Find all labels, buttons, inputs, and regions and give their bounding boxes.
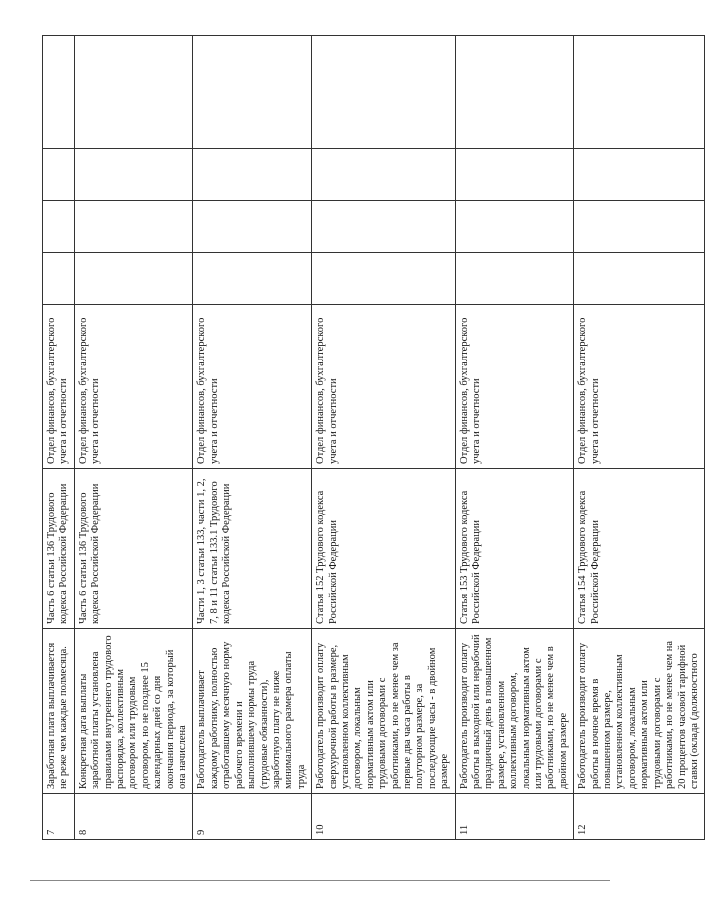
mark-cell-1 xyxy=(74,253,193,305)
row-number-cell: 12 xyxy=(574,794,705,840)
mark-cell-1 xyxy=(43,253,75,305)
mark-cell-2 xyxy=(574,201,705,253)
mark-cell-3 xyxy=(74,149,193,201)
row-number-cell: 10 xyxy=(312,794,455,840)
responsible-unit-cell: Отдел финансов, бухгалтерского учета и отчетности xyxy=(193,305,312,469)
responsible-unit-cell: Отдел финансов, бухгалтерского учета и отчетности xyxy=(312,305,455,469)
responsible-unit-cell: Отдел финансов, бухгалтерского учета и отчетности xyxy=(74,305,193,469)
legal-basis-cell: Часть 6 статьи 136 Трудового кодекса Российской Федерации xyxy=(43,469,75,629)
row-number-cell: 9 xyxy=(193,794,312,840)
table-row xyxy=(193,36,312,840)
document-page xyxy=(42,36,700,840)
note-cell xyxy=(193,36,312,149)
requirements-table xyxy=(42,35,705,840)
table-row xyxy=(74,36,193,840)
rotated-table-container xyxy=(42,36,700,840)
requirement-cell: Работодатель выплачивает каждому работнику, полностью отработавшему месячную норму рабочего времени и выполнившему нормы труда (трудовые обязанности), заработную плату не ниже минимального размера оплаты труда xyxy=(193,629,312,794)
legal-basis-cell: Статья 152 Трудового кодекса Российской Федерации xyxy=(312,469,455,629)
mark-cell-1 xyxy=(193,253,312,305)
responsible-unit-cell: Отдел финансов, бухгалтерского учета и отчетности xyxy=(574,305,705,469)
note-cell xyxy=(312,36,455,149)
requirement-cell: Работодатель производит оплату работы в ночное время в повышенном размере, установленном коллективным договором, локальным нормативным актом или трудовыми договорами с работниками, но не менее чем на 20 процентов часовой тарифной ставки (оклада (должностного xyxy=(574,629,705,794)
table-row xyxy=(43,36,75,840)
mark-cell-3 xyxy=(43,149,75,201)
requirement-cell: Работодатель производит оплату сверхурочной работы в размере, установленном коллективным договором, локальным нормативным актом или трудовыми договорами с работниками, но не менее чем за первые два часа работы в полуторном размере, за последующие часы - в двойном размере xyxy=(312,629,455,794)
note-cell xyxy=(574,36,705,149)
note-cell xyxy=(43,36,75,149)
table-row xyxy=(574,36,705,840)
requirement-cell: Заработная плата выплачивается не реже чем каждые полмесяца. xyxy=(43,629,75,794)
mark-cell-3 xyxy=(574,149,705,201)
page-bottom-rule xyxy=(30,880,610,881)
legal-basis-cell: Статья 154 Трудового кодекса Российской Федерации xyxy=(574,469,705,629)
mark-cell-1 xyxy=(574,253,705,305)
mark-cell-2 xyxy=(455,201,574,253)
mark-cell-3 xyxy=(455,149,574,201)
row-number-cell: 7 xyxy=(43,794,75,840)
requirement-cell: Работодатель производит оплату работы в выходной или нерабочий праздничный день в повышенном размере, установленном коллективным договором, локальным нормативным актом или трудовыми договорами с работниками, но не менее чем в двойном размере xyxy=(455,629,574,794)
note-cell xyxy=(74,36,193,149)
legal-basis-cell: Статья 153 Трудового кодекса Российской Федерации xyxy=(455,469,574,629)
row-number-cell: 11 xyxy=(455,794,574,840)
note-cell xyxy=(455,36,574,149)
mark-cell-2 xyxy=(43,201,75,253)
mark-cell-1 xyxy=(455,253,574,305)
row-number-cell: 8 xyxy=(74,794,193,840)
table-row xyxy=(455,36,574,840)
legal-basis-cell: Часть 6 статьи 136 Трудового кодекса Российской Федерации xyxy=(74,469,193,629)
mark-cell-2 xyxy=(74,201,193,253)
mark-cell-3 xyxy=(193,149,312,201)
mark-cell-2 xyxy=(312,201,455,253)
mark-cell-3 xyxy=(312,149,455,201)
legal-basis-cell: Части 1, 3 статьи 133, части 1, 2, 7, 8 и 11 статьи 133.1 Трудового кодекса Российской Федерации xyxy=(193,469,312,629)
table-row xyxy=(312,36,455,840)
responsible-unit-cell: Отдел финансов, бухгалтерского учета и отчетности xyxy=(43,305,75,469)
mark-cell-2 xyxy=(193,201,312,253)
responsible-unit-cell: Отдел финансов, бухгалтерского учета и отчетности xyxy=(455,305,574,469)
requirement-cell: Конкретная дата выплаты заработной платы установлена правилами внутреннего трудового распорядка, коллективным договором или трудовым договором, но не позднее 15 календарных дней со дня окончания периода, за который она начислена xyxy=(74,629,193,794)
mark-cell-1 xyxy=(312,253,455,305)
